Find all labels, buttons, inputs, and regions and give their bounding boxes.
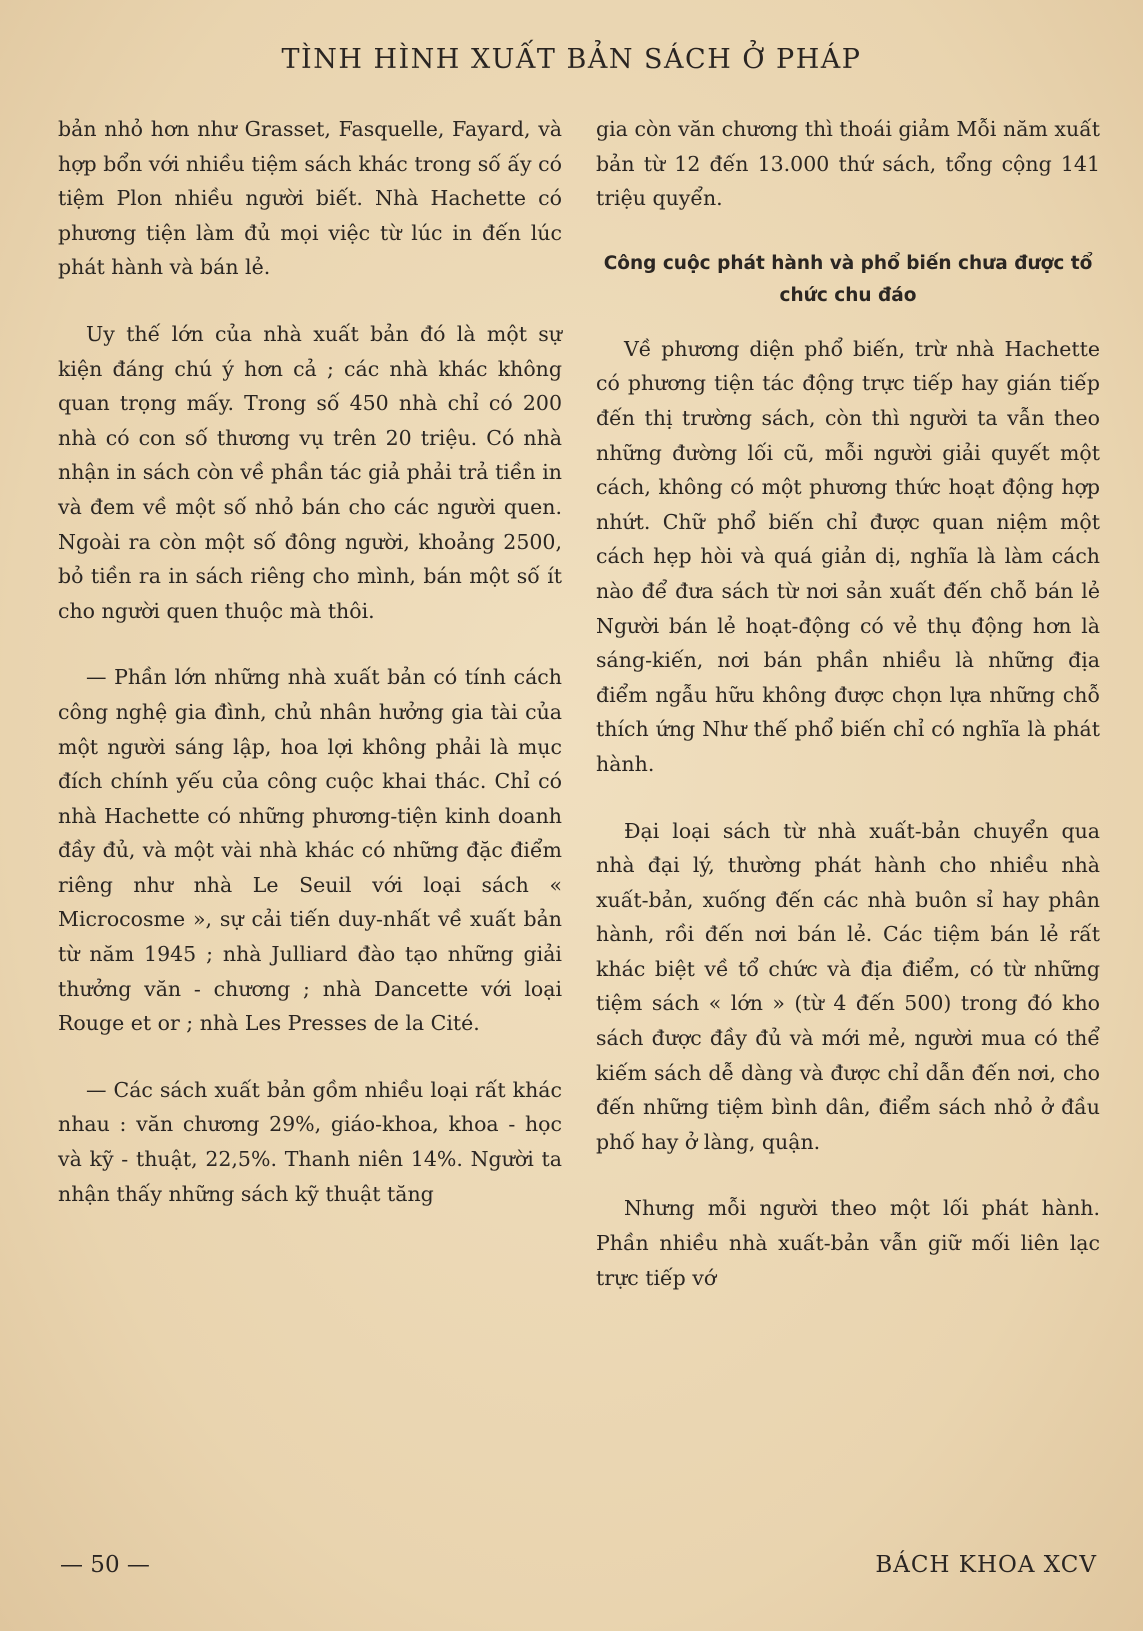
paragraph: gia còn văn chương thì thoái giảm Mỗi năm xuất bản từ 12 đến 13.000 thứ sách, tổng cộng 141 triệu quyển. — [596, 117, 1100, 211]
left-column — [58, 112, 562, 1243]
paragraph: Về phương diện phổ biến, trừ nhà Hachette có phương tiện tác động trực tiếp hay gián tiếp đến thị trường sách, còn thì người ta vẫn theo những đường lối cũ, mỗi người giải quyết một cách, không có một phương thức hoạt động hợp nhứt. Chữ phổ biến chỉ được quan niệm một cách hẹp hòi và quá giản dị, nghĩa là làm cách nào để đưa sách từ nơi sản xuất đến chỗ bán lẻ Người bán lẻ hoạt-động có vẻ thụ động hơn là sáng-kiến, nơi bán phần nhiều là những địa điểm ngẫu hữu không được chọn lựa những chỗ thích ứng Như thế phổ biến chỉ có nghĩa là phát hành. — [596, 336, 1100, 776]
paragraph: — Phần lớn những nhà xuất bản có tính cách công nghệ gia đình, chủ nhân hưởng gia tài của một người sáng lập, hoa lợi không phải là mục đích chính yếu của công cuộc khai thác. Chỉ có nhà Hachette có những phương-tiện kinh doanh đầy đủ, và một vài nhà khác có những đặc điểm riêng như nhà Le Seuil với loại sách « Microcosme », sự cải tiến duy-nhất về xuất bản từ năm 1945 ; nhà Julliard đào tạo những giải thưởng văn - chương ; nhà Dancette với loại Rouge et or ; nhà Les Presses de la Cité. — [58, 665, 562, 1036]
right-column — [596, 112, 1100, 1327]
running-title: TÌNH HÌNH XUẤT BẢN SÁCH Ở PHÁP — [281, 44, 862, 75]
paragraph: Uy thế lớn của nhà xuất bản đó là một sự kiện đáng chú ý hơn cả ; các nhà khác không quan trọng mấy. Trong số 450 nhà chỉ có 200 nhà có con số thương vụ trên 20 triệu. Có nhà nhận in sách còn về phần tác giả phải trả tiền in và đem về một số nhỏ bán cho các người quen. Ngoài ra còn một số đông người, khoảng 2500, bỏ tiền ra in sách riêng cho mình, bán một số ít cho người quen thuộc mà thôi. — [58, 321, 562, 623]
section-heading: Công cuộc phát hành và phổ biến chưa được tổ chức chu đáo — [603, 252, 1093, 306]
page-number: — 50 — — [60, 1552, 150, 1578]
journal-name: BÁCH KHOA XCV — [875, 1552, 1097, 1578]
paragraph: — Các sách xuất bản gồm nhiều loại rất khác nhau : văn chương 29%, giáo-khoa, khoa - học và kỹ - thuật, 22,5%. Thanh niên 14%. Người ta nhận thấy những sách kỹ thuật tăng — [58, 1077, 562, 1206]
paragraph: Nhưng mỗi người theo một lối phát hành. Phần nhiều nhà xuất-bản vẫn giữ mối liên lạc trực tiếp vớ — [596, 1196, 1100, 1290]
paragraph: Đại loại sách từ nhà xuất-bản chuyển qua nhà đại lý, thường phát hành cho nhiều nhà xuất-bản, xuống đến các nhà buôn sỉ hay phân hành, rồi đến nơi bán lẻ. Các tiệm bán lẻ rất khác biệt về tổ chức và địa điểm, có từ những tiệm sách « lớn » (từ 4 đến 500) trong đó kho sách được đầy đủ và mới mẻ, người mua có thể kiếm sách dễ dàng và được chỉ dẫn đến nơi, cho đến những tiệm bình dân, điểm sách nhỏ ở đầu phố hay ở làng, quận. — [596, 818, 1100, 1154]
paragraph: bản nhỏ hơn như Grasset, Fasquelle, Fayard, và hợp bổn với nhiều tiệm sách khác trong số ấy có tiệm Plon nhiều người biết. Nhà Hachette có phương tiện làm đủ mọi việc từ lúc in đến lúc phát hành và bán lẻ. — [58, 117, 562, 280]
